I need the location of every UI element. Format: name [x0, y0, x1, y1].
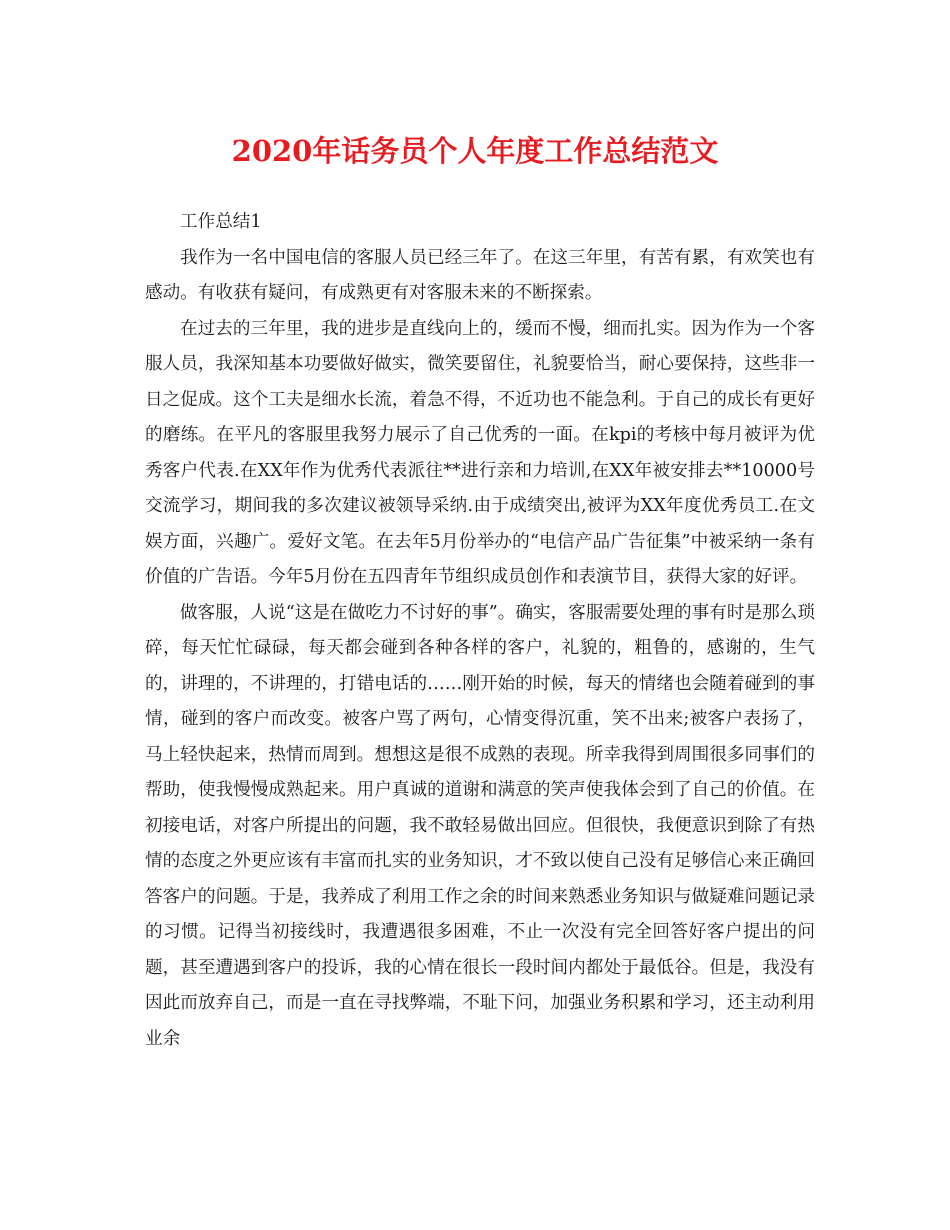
section-heading: 工作总结1 — [180, 212, 262, 232]
paragraph-1: 我作为一名中国电信的客服人员已经三年了。在这三年里，有苦有累，有欢笑也有感动。有收获有疑问，有成熟更有对客服未来的不断探索。 — [145, 247, 815, 303]
document-title: 2020年话务员个人年度工作总结范文 — [231, 134, 719, 168]
paragraph-2: 在过去的三年里，我的进步是直线向上的，缓而不慢，细而扎实。因为作为一个客服人员，我深知基本功要做好做实，微笑要留住，礼貌要恰当，耐心要保持，这些非一日之促成。这个工夫是细水长流，着急不得，不近功也不能急利。于自己的成长有更好的磨练。在平凡的客服里我努力展示了自己优秀的一面。在kpi的考核中每月被评为优秀客户代表.在XX年作为优秀代表派往**进行亲和力培训,在XX年被安排去**10000号交流学习，期间我的多次建议被领导采纳.由于成绩突出,被评为XX年度优秀员工.在文娱方面，兴趣广。爱好文笔。在去年5月份举办的“电信产品广告征集”中被采纳一条有价值的广告语。今年5月份在五四青年节组织成员创作和表演节目，获得大家的好评。 — [145, 318, 815, 587]
document-body — [145, 205, 815, 1057]
paragraph-3: 做客服，人说“这是在做吃力不讨好的事”。确实，客服需要处理的事有时是那么琐碎，每天忙忙碌碌，每天都会碰到各种各样的客户，礼貌的，粗鲁的，感谢的，生气的，讲理的，不讲理的，打错电话的……刚开始的时候，每天的情绪也会随着碰到的事情，碰到的客户而改变。被客户骂了两句，心情变得沉重，笑不出来;被客户表扬了，马上轻快起来，热情而周到。想想这是很不成熟的表现。所幸我得到周围很多同事们的帮助，使我慢慢成熟起来。用户真诚的道谢和满意的笑声使我体会到了自己的价值。在初接电话，对客户所提出的问题，我不敢轻易做出回应。但很快，我便意识到除了有热情的态度之外更应该有丰富而扎实的业务知识，才不致以使自己没有足够信心来正确回答客户的问题。于是，我养成了利用工作之余的时间来熟悉业务知识与做疑难问题记录的习惯。记得当初接线时，我遭遇很多困难，不止一次没有完全回答好客户提出的问题，甚至遭遇到客户的投诉，我的心情在很长一段时间内都处于最低谷。但是，我没有因此而放弃自己，而是一直在寻找弊端，不耻下问，加强业务积累和学习，还主动利用业余 — [145, 602, 815, 1049]
